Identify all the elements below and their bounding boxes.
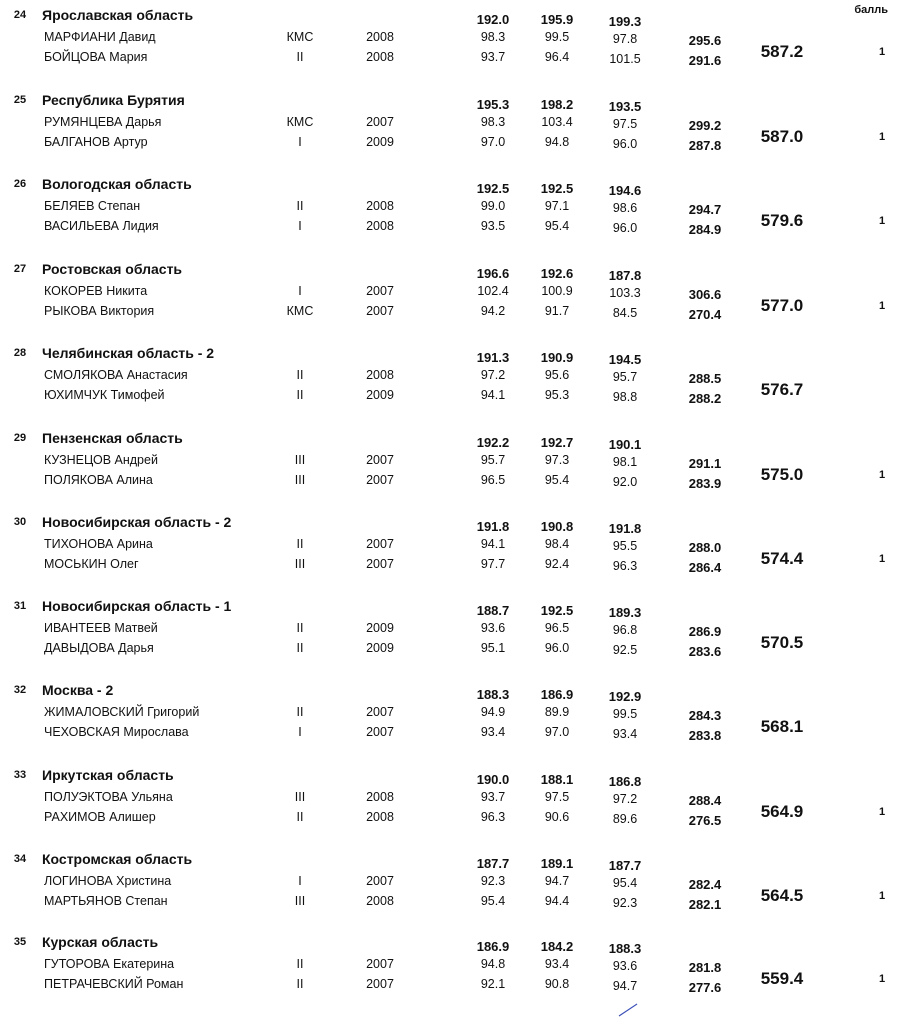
team-series-score: 188.7 [476, 603, 510, 618]
athlete-series-score: 97.7 [480, 557, 506, 571]
athlete-series-score: 97.1 [544, 199, 570, 213]
athlete-birth-year: 2007 [366, 557, 394, 571]
athlete-series-score: 95.4 [544, 473, 570, 487]
athlete-total: 281.8 [688, 960, 722, 975]
athlete-birth-year: 2007 [366, 705, 394, 719]
team-series-score: 198.2 [540, 97, 574, 112]
athlete-series-score: 95.7 [480, 453, 506, 467]
athlete-name: ПОЛУЭКТОВА Ульяна [44, 790, 173, 804]
athlete-name: ПЕТРАЧЕВСКИЙ Роман [44, 977, 184, 991]
team-name: Ростовская область [42, 261, 183, 277]
team-series-score: 191.8 [476, 519, 510, 534]
team-series-score: 189.1 [540, 856, 574, 871]
athlete-total: 282.4 [688, 877, 722, 892]
team-series-score: 192.5 [540, 603, 574, 618]
athlete-series-score: 94.8 [480, 957, 506, 971]
team-block [0, 432, 900, 512]
athlete-total: 277.6 [688, 980, 722, 995]
athlete-birth-year: 2008 [366, 199, 394, 213]
team-block [0, 936, 900, 1016]
athlete-category: КМС [286, 115, 314, 129]
athlete-name: РЫКОВА Виктория [44, 304, 155, 318]
athlete-series-score: 101.5 [609, 52, 641, 66]
team-name: Иркутская область [42, 767, 174, 783]
athlete-name: БАЛГАНОВ Артур [44, 135, 148, 149]
athlete-birth-year: 2007 [366, 473, 394, 487]
athlete-series-score: 92.0 [612, 475, 638, 489]
athlete-category: II [296, 368, 304, 382]
athlete-category: КМС [286, 30, 314, 44]
team-points: 1 [878, 973, 886, 985]
team-points: 1 [878, 215, 886, 227]
team-rank: 26 [13, 178, 27, 190]
team-series-score: 195.9 [540, 12, 574, 27]
athlete-series-score: 97.3 [544, 453, 570, 467]
athlete-series-score: 97.5 [612, 117, 638, 131]
team-total: 564.9 [760, 802, 804, 821]
athlete-birth-year: 2008 [366, 368, 394, 382]
athlete-series-score: 99.5 [612, 707, 638, 721]
team-name: Вологодская область [42, 176, 192, 192]
athlete-name: ЛОГИНОВА Христина [44, 874, 172, 888]
athlete-series-score: 96.8 [612, 623, 638, 637]
athlete-category: III [294, 894, 306, 908]
athlete-series-score: 92.3 [612, 896, 638, 910]
team-total: 576.7 [760, 380, 804, 399]
athlete-name: КОКОРЕВ Никита [44, 284, 148, 298]
team-name: Новосибирская область - 2 [42, 514, 232, 530]
athlete-series-score: 98.3 [480, 30, 506, 44]
team-series-score: 190.9 [540, 350, 574, 365]
athlete-series-score: 97.8 [612, 32, 638, 46]
athlete-total: 286.4 [688, 560, 722, 575]
athlete-name: ГУТОРОВА Екатерина [44, 957, 175, 971]
team-rank: 24 [13, 9, 27, 21]
athlete-series-score: 95.4 [480, 894, 506, 908]
athlete-category: КМС [286, 304, 314, 318]
athlete-category: I [298, 284, 302, 298]
athlete-name: РУМЯНЦЕВА Дарья [44, 115, 162, 129]
team-series-score: 195.3 [476, 97, 510, 112]
athlete-name: МОСЬКИН Олег [44, 557, 139, 571]
points-column-header: балль [854, 4, 888, 16]
team-name: Костромская область [42, 851, 193, 867]
team-total: 574.4 [760, 549, 804, 568]
team-series-score: 193.5 [608, 99, 642, 114]
team-series-score: 187.8 [608, 268, 642, 283]
team-points: 1 [878, 469, 886, 481]
team-rank: 25 [13, 94, 27, 106]
athlete-total: 283.6 [688, 644, 722, 659]
athlete-name: РАХИМОВ Алишер [44, 810, 156, 824]
athlete-name: МАРФИАНИ Давид [44, 30, 156, 44]
athlete-name: БОЙЦОВА Мария [44, 50, 148, 64]
athlete-total: 295.6 [688, 33, 722, 48]
athlete-total: 283.9 [688, 476, 722, 491]
athlete-category: I [298, 219, 302, 233]
athlete-name: ЧЕХОВСКАЯ Мирослава [44, 725, 189, 739]
athlete-category: II [296, 388, 304, 402]
team-rank: 28 [13, 347, 27, 359]
athlete-series-score: 90.8 [544, 977, 570, 991]
team-series-score: 186.9 [540, 687, 574, 702]
athlete-series-score: 98.3 [480, 115, 506, 129]
athlete-series-score: 96.5 [544, 621, 570, 635]
athlete-series-score: 94.7 [612, 979, 638, 993]
team-block [0, 769, 900, 849]
athlete-series-score: 97.0 [544, 725, 570, 739]
athlete-birth-year: 2008 [366, 50, 394, 64]
athlete-series-score: 93.4 [544, 957, 570, 971]
team-block [0, 516, 900, 596]
team-series-score: 194.6 [608, 183, 642, 198]
athlete-series-score: 96.3 [480, 810, 506, 824]
athlete-category: III [294, 473, 306, 487]
team-name: Курская область [42, 934, 159, 950]
athlete-series-score: 94.9 [480, 705, 506, 719]
athlete-series-score: 95.3 [544, 388, 570, 402]
team-series-score: 194.5 [608, 352, 642, 367]
athlete-birth-year: 2008 [366, 30, 394, 44]
team-total: 568.1 [760, 717, 804, 736]
athlete-total: 286.9 [688, 624, 722, 639]
athlete-total: 287.8 [688, 138, 722, 153]
athlete-total: 291.6 [688, 53, 722, 68]
team-points: 1 [878, 300, 886, 312]
team-rank: 32 [13, 684, 27, 696]
team-name: Республика Бурятия [42, 92, 185, 108]
athlete-name: ПОЛЯКОВА Алина [44, 473, 153, 487]
athlete-series-score: 99.5 [544, 30, 570, 44]
athlete-series-score: 91.7 [544, 304, 570, 318]
athlete-birth-year: 2008 [366, 219, 394, 233]
athlete-series-score: 94.1 [480, 537, 506, 551]
athlete-series-score: 98.1 [612, 455, 638, 469]
athlete-series-score: 94.1 [480, 388, 506, 402]
team-name: Ярославская область [42, 7, 194, 23]
athlete-series-score: 95.4 [544, 219, 570, 233]
team-rank: 27 [13, 263, 27, 275]
athlete-birth-year: 2007 [366, 874, 394, 888]
athlete-series-score: 98.4 [544, 537, 570, 551]
team-series-score: 188.3 [476, 687, 510, 702]
team-total: 564.5 [760, 886, 804, 905]
team-total: 559.4 [760, 969, 804, 988]
athlete-series-score: 89.6 [612, 812, 638, 826]
athlete-name: ВАСИЛЬЕВА Лидия [44, 219, 159, 233]
team-series-score: 192.7 [540, 435, 574, 450]
team-block [0, 600, 900, 680]
team-rank: 29 [13, 432, 27, 444]
athlete-total: 276.5 [688, 813, 722, 828]
team-total: 570.5 [760, 633, 804, 652]
athlete-category: III [294, 453, 306, 467]
athlete-series-score: 94.8 [544, 135, 570, 149]
team-total: 577.0 [760, 296, 804, 315]
athlete-birth-year: 2007 [366, 957, 394, 971]
athlete-total: 306.6 [688, 287, 722, 302]
athlete-name: КУЗНЕЦОВ Андрей [44, 453, 158, 467]
team-points: 1 [878, 890, 886, 902]
athlete-category: II [296, 621, 304, 635]
team-total: 587.0 [760, 127, 804, 146]
team-points: 1 [878, 131, 886, 143]
team-series-score: 192.6 [540, 266, 574, 281]
athlete-name: ЖИМАЛОВСКИЙ Григорий [44, 705, 200, 719]
athlete-series-score: 92.5 [612, 643, 638, 657]
athlete-series-score: 93.4 [480, 725, 506, 739]
team-block [0, 94, 900, 174]
athlete-series-score: 99.0 [480, 199, 506, 213]
team-series-score: 184.2 [540, 939, 574, 954]
team-block [0, 178, 900, 258]
athlete-series-score: 95.4 [612, 876, 638, 890]
athlete-birth-year: 2007 [366, 304, 394, 318]
team-series-score: 187.7 [476, 856, 510, 871]
athlete-series-score: 93.7 [480, 50, 506, 64]
athlete-series-score: 97.2 [480, 368, 506, 382]
athlete-series-score: 97.5 [544, 790, 570, 804]
team-series-score: 186.8 [608, 774, 642, 789]
team-series-score: 192.5 [476, 181, 510, 196]
team-block [0, 347, 900, 427]
athlete-series-score: 100.9 [541, 284, 573, 298]
team-name: Москва - 2 [42, 682, 114, 698]
athlete-total: 288.2 [688, 391, 722, 406]
athlete-series-score: 96.0 [612, 221, 638, 235]
athlete-birth-year: 2007 [366, 453, 394, 467]
athlete-total: 288.5 [688, 371, 722, 386]
athlete-category: II [296, 50, 304, 64]
athlete-total: 288.0 [688, 540, 722, 555]
athlete-birth-year: 2008 [366, 894, 394, 908]
athlete-series-score: 93.6 [480, 621, 506, 635]
athlete-birth-year: 2009 [366, 388, 394, 402]
athlete-name: ИВАНТЕЕВ Матвей [44, 621, 158, 635]
athlete-total: 284.3 [688, 708, 722, 723]
team-series-score: 189.3 [608, 605, 642, 620]
athlete-category: I [298, 874, 302, 888]
athlete-birth-year: 2007 [366, 977, 394, 991]
athlete-series-score: 95.5 [612, 539, 638, 553]
athlete-birth-year: 2007 [366, 115, 394, 129]
team-series-score: 187.7 [608, 858, 642, 873]
team-series-score: 191.3 [476, 350, 510, 365]
athlete-total: 291.1 [688, 456, 722, 471]
athlete-total: 299.2 [688, 118, 722, 133]
team-rank: 34 [13, 853, 27, 865]
team-series-score: 192.0 [476, 12, 510, 27]
athlete-series-score: 93.5 [480, 219, 506, 233]
team-series-score: 192.5 [540, 181, 574, 196]
team-series-score: 190.1 [608, 437, 642, 452]
athlete-series-score: 97.0 [480, 135, 506, 149]
team-rank: 31 [13, 600, 27, 612]
athlete-series-score: 98.6 [612, 201, 638, 215]
athlete-category: II [296, 537, 304, 551]
team-points: 1 [878, 46, 886, 58]
athlete-series-score: 93.6 [612, 959, 638, 973]
athlete-series-score: 96.0 [612, 137, 638, 151]
athlete-series-score: 96.0 [544, 641, 570, 655]
athlete-name: БЕЛЯЕВ Степан [44, 199, 141, 213]
athlete-series-score: 84.5 [612, 306, 638, 320]
team-series-score: 192.2 [476, 435, 510, 450]
team-series-score: 186.9 [476, 939, 510, 954]
team-series-score: 190.0 [476, 772, 510, 787]
athlete-series-score: 97.2 [612, 792, 638, 806]
athlete-category: II [296, 810, 304, 824]
team-series-score: 192.9 [608, 689, 642, 704]
team-series-score: 188.3 [608, 941, 642, 956]
team-name: Новосибирская область - 1 [42, 598, 232, 614]
team-total: 587.2 [760, 42, 804, 61]
athlete-category: I [298, 725, 302, 739]
athlete-category: II [296, 705, 304, 719]
athlete-name: МАРТЬЯНОВ Степан [44, 894, 168, 908]
athlete-birth-year: 2009 [366, 641, 394, 655]
athlete-series-score: 93.7 [480, 790, 506, 804]
team-rank: 33 [13, 769, 27, 781]
athlete-birth-year: 2009 [366, 621, 394, 635]
team-block [0, 684, 900, 764]
athlete-series-score: 96.5 [480, 473, 506, 487]
team-series-score: 188.1 [540, 772, 574, 787]
athlete-series-score: 95.1 [480, 641, 506, 655]
athlete-series-score: 89.9 [544, 705, 570, 719]
athlete-name: ЮХИМЧУК Тимофей [44, 388, 165, 402]
athlete-birth-year: 2008 [366, 810, 394, 824]
athlete-series-score: 103.3 [609, 286, 641, 300]
athlete-series-score: 102.4 [477, 284, 509, 298]
athlete-birth-year: 2007 [366, 284, 394, 298]
team-name: Пензенская область [42, 430, 183, 446]
team-series-score: 191.8 [608, 521, 642, 536]
athlete-series-score: 94.7 [544, 874, 570, 888]
athlete-birth-year: 2007 [366, 725, 394, 739]
team-total: 575.0 [760, 465, 804, 484]
athlete-series-score: 96.3 [612, 559, 638, 573]
athlete-series-score: 95.7 [612, 370, 638, 384]
athlete-total: 288.4 [688, 793, 722, 808]
athlete-series-score: 98.8 [612, 390, 638, 404]
athlete-series-score: 93.4 [612, 727, 638, 741]
athlete-name: ТИХОНОВА Арина [44, 537, 153, 551]
athlete-total: 284.9 [688, 222, 722, 237]
athlete-total: 283.8 [688, 728, 722, 743]
athlete-series-score: 90.6 [544, 810, 570, 824]
athlete-category: III [294, 557, 306, 571]
athlete-total: 270.4 [688, 307, 722, 322]
team-points: 1 [878, 806, 886, 818]
team-total: 579.6 [760, 211, 804, 230]
athlete-name: СМОЛЯКОВА Анастасия [44, 368, 188, 382]
team-points: 1 [878, 553, 886, 565]
team-block [0, 853, 900, 933]
athlete-total: 294.7 [688, 202, 722, 217]
athlete-birth-year: 2008 [366, 790, 394, 804]
athlete-series-score: 95.6 [544, 368, 570, 382]
team-block [0, 263, 900, 343]
athlete-series-score: 103.4 [541, 115, 573, 129]
team-series-score: 199.3 [608, 14, 642, 29]
athlete-category: II [296, 957, 304, 971]
athlete-total: 282.1 [688, 897, 722, 912]
athlete-series-score: 92.4 [544, 557, 570, 571]
athlete-birth-year: 2009 [366, 135, 394, 149]
athlete-series-score: 92.1 [480, 977, 506, 991]
team-block [0, 9, 900, 89]
team-name: Челябинская область - 2 [42, 345, 215, 361]
athlete-series-score: 94.4 [544, 894, 570, 908]
athlete-category: II [296, 641, 304, 655]
team-series-score: 190.8 [540, 519, 574, 534]
athlete-category: II [296, 977, 304, 991]
athlete-series-score: 94.2 [480, 304, 506, 318]
team-rank: 35 [13, 936, 27, 948]
athlete-name: ДАВЫДОВА Дарья [44, 641, 154, 655]
athlete-category: I [298, 135, 302, 149]
pen-mark [617, 1003, 639, 1017]
team-series-score: 196.6 [476, 266, 510, 281]
athlete-birth-year: 2007 [366, 537, 394, 551]
athlete-category: II [296, 199, 304, 213]
athlete-category: III [294, 790, 306, 804]
athlete-series-score: 96.4 [544, 50, 570, 64]
athlete-series-score: 92.3 [480, 874, 506, 888]
team-rank: 30 [13, 516, 27, 528]
